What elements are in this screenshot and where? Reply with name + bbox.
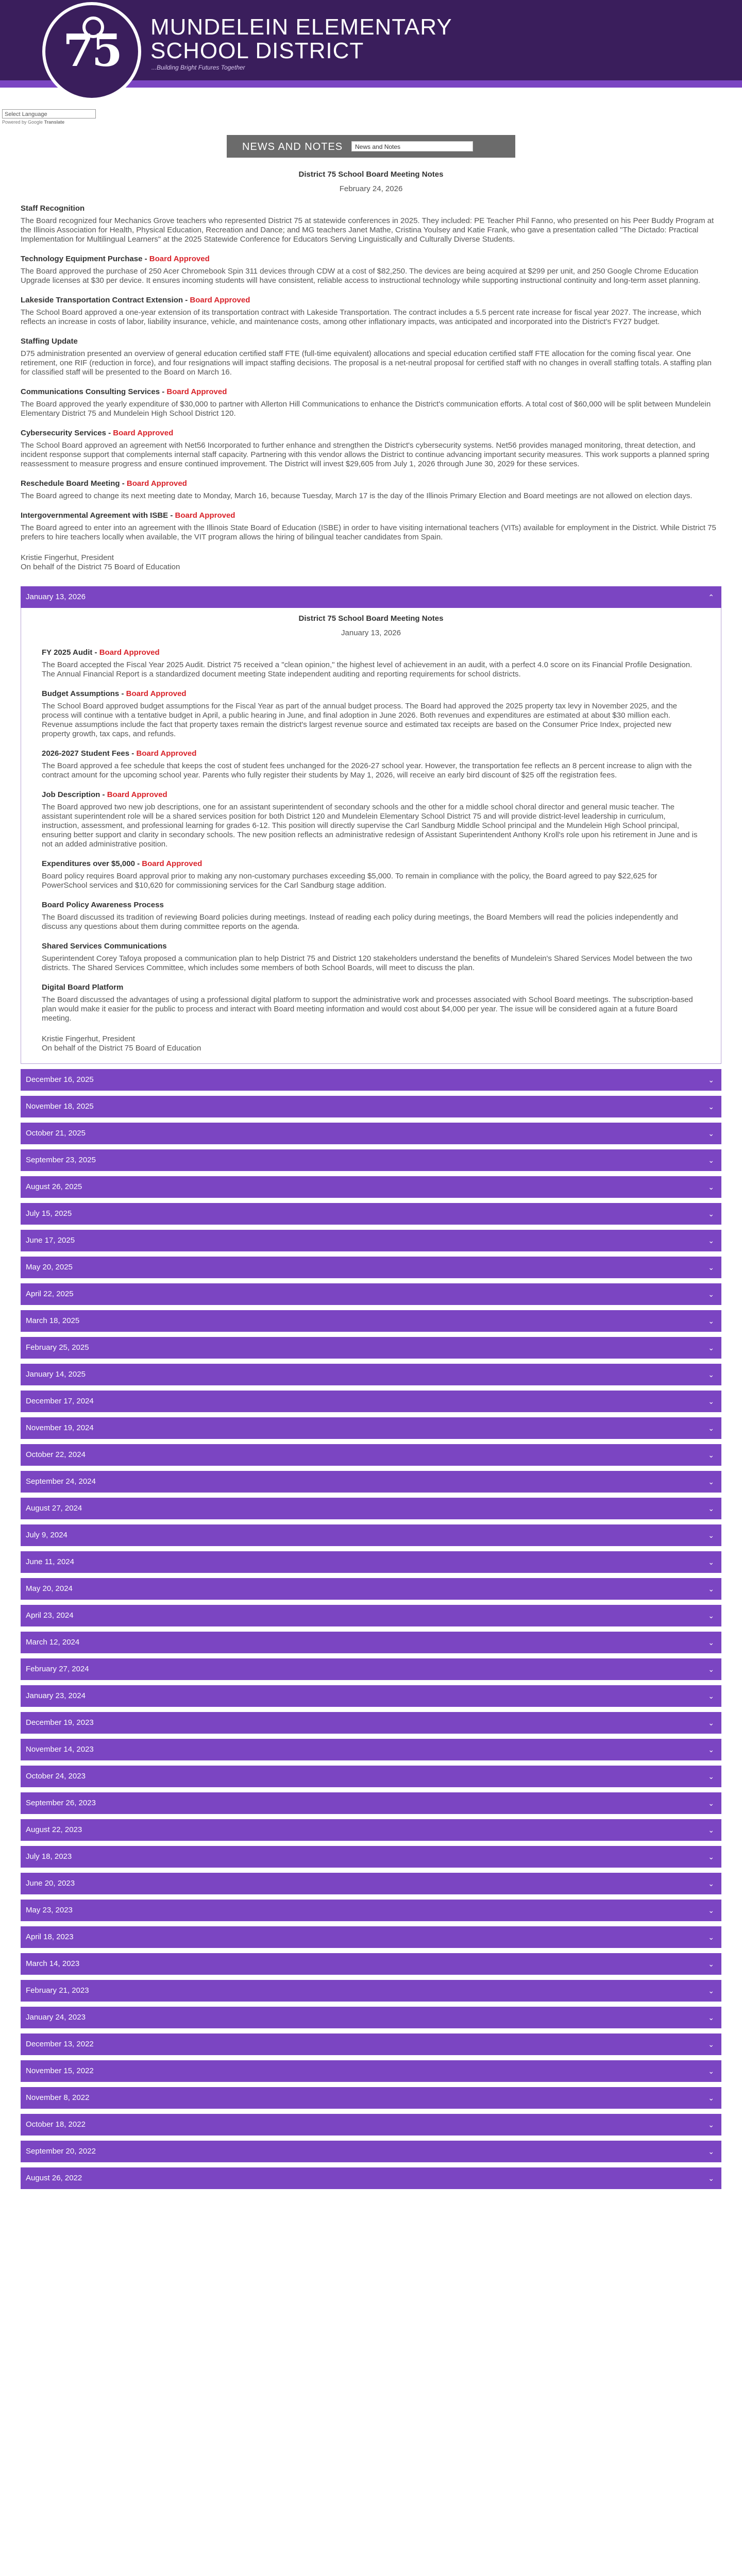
- chevron-down-icon: ⌄: [708, 1451, 714, 1459]
- accordion-open[interactable]: [21, 586, 721, 608]
- board-approved-label: Board Approved: [190, 296, 250, 304]
- chevron-down-icon: ⌄: [708, 2174, 714, 2182]
- accordion-label: August 22, 2023: [26, 1825, 82, 1834]
- accordion-label: September 20, 2022: [26, 2147, 96, 2156]
- accordion-label: November 15, 2022: [26, 2066, 94, 2075]
- accordion-label: June 11, 2024: [26, 1557, 74, 1566]
- accordion-item[interactable]: [21, 1685, 721, 1707]
- accordion-label: July 15, 2025: [26, 1209, 72, 1218]
- section-body: Board policy requires Board approval prior to making any non-customary purchases exceeding $5,000. To remain in compliance with the policy, the Board agreed to pay $22,625 for PowerSchool services and $10,620 for commissioning services for the Carl Sandburg stage addition.: [42, 872, 657, 890]
- accordion-label: August 27, 2024: [26, 1504, 82, 1513]
- chevron-down-icon: ⌄: [708, 1612, 714, 1620]
- section-heading: Expenditures over $5,000 - Board Approved: [42, 859, 203, 868]
- chevron-down-icon: ⌄: [708, 1665, 714, 1673]
- accordion-item[interactable]: [21, 1364, 721, 1385]
- chevron-down-icon: ⌄: [708, 1290, 714, 1298]
- board-approved-label: Board Approved: [149, 255, 210, 263]
- chevron-down-icon: ⌄: [708, 1879, 714, 1888]
- accordion-item[interactable]: [21, 2007, 721, 2028]
- chevron-down-icon: ⌄: [708, 1236, 714, 1245]
- main-content: [21, 170, 721, 2189]
- accordion-item[interactable]: [21, 1203, 721, 1225]
- news-and-notes-bar: [227, 135, 515, 158]
- panel-signature: [42, 1035, 700, 1053]
- accordion-item[interactable]: [21, 2114, 721, 2136]
- accordion-label: December 19, 2023: [26, 1718, 94, 1727]
- chevron-down-icon: ⌄: [708, 1745, 714, 1754]
- news-bar-title: NEWS AND NOTES: [242, 141, 343, 152]
- accordion-item[interactable]: [21, 1096, 721, 1117]
- board-approved-label: Board Approved: [107, 790, 167, 799]
- accordion-item[interactable]: [21, 1149, 721, 1171]
- section-heading: Shared Services Communications: [42, 942, 167, 951]
- accordion-label: June 17, 2025: [26, 1236, 75, 1245]
- post-signature: [21, 553, 721, 572]
- section-body: The Board agreed to change its next meeting date to Monday, March 16, because Tuesday, March 17 is the day of the Illinois Primary Election and Board meetings are not allowed on election days.: [21, 492, 693, 500]
- accordion-item[interactable]: [21, 1926, 721, 1948]
- accordion-label: November 18, 2025: [26, 1102, 94, 1111]
- accordion-label: May 20, 2025: [26, 1263, 73, 1272]
- accordion-item[interactable]: [21, 1632, 721, 1653]
- board-approved-label: Board Approved: [166, 387, 227, 396]
- accordion-item[interactable]: [21, 1337, 721, 1359]
- chevron-down-icon: ⌄: [708, 1933, 714, 1941]
- panel-date: January 13, 2026: [341, 629, 401, 637]
- section-body: D75 administration presented an overview of general education certified staff FTE (full-time equivalent) allocations and special education certified staff FTE allocation for the coming fiscal year. One retirement, one RIF (reduction in force), and four resignations will impact staffing decisions. The proposal is a net-neutral proposal for certified staff with no changes in overall staffing totals. A staffing plan for classified staff will be presented to the Board on March 16.: [21, 349, 712, 377]
- chevron-down-icon: ⌄: [708, 1692, 714, 1700]
- accordion-item[interactable]: [21, 1605, 721, 1626]
- accordion-label: March 12, 2024: [26, 1638, 80, 1647]
- accordion-item[interactable]: [21, 1444, 721, 1466]
- accordion-label: November 14, 2023: [26, 1745, 94, 1754]
- accordion-item[interactable]: [21, 1176, 721, 1198]
- chevron-down-icon: ⌄: [708, 1478, 714, 1486]
- chevron-down-icon: ⌄: [708, 1183, 714, 1191]
- accordion-label: October 21, 2025: [26, 1129, 86, 1138]
- chevron-up-icon: ⌃: [708, 593, 714, 601]
- accordion-item[interactable]: [21, 1578, 721, 1600]
- section-body: The School Board approved an agreement with Net56 Incorporated to further enhance and strengthen the District's cybersecurity systems. Net56 provides managed monitoring, threat detection, and incident response support that complements internal staff capacity. Partnering with this vendor allows the District to continue advancing important security measures. This work supports a planned spring reassessment to measure progress and ensure continued improvement. The District will invest $29,605 from July 1, 2026 through June 30, 2029 for these services.: [21, 441, 710, 468]
- accordion-item[interactable]: [21, 1766, 721, 1787]
- accordion-item[interactable]: [21, 1658, 721, 1680]
- accordion-item[interactable]: [21, 1230, 721, 1251]
- section-heading: Staffing Update: [21, 337, 78, 346]
- chevron-down-icon: ⌄: [708, 1424, 714, 1432]
- accordion-label: April 22, 2025: [26, 1290, 74, 1298]
- accordion-label: April 23, 2024: [26, 1611, 74, 1620]
- section-body: The School Board approved budget assumptions for the Fiscal Year as part of the annual budget process. The Board had approved the 2025 property tax levy in November 2025, and the process will continue with a tentative budget in April, a public hearing in June, and final adoption in June 2026. Both revenues and expenditures are estimated at about $30 million each. Revenue assumptions include the fact that property taxes remain the district's largest revenue source and estimated tax receipts are based on the Consumer Price Index, projected new property growth, tax caps, and refunds.: [42, 702, 678, 738]
- post-title: District 75 School Board Meeting Notes: [298, 170, 444, 179]
- accordion-panel: [21, 608, 721, 1064]
- section-body: The Board accepted the Fiscal Year 2025 Audit. District 75 received a "clean opinion," the highest level of achievement in an audit, with a perfect 4.0 score on its Financial Profile Designation. The Annual Financial Report is a standardized document meeting State independent auditing and reporting requirements for school districts.: [42, 660, 693, 679]
- accordion-label: January 13, 2026: [26, 592, 86, 601]
- accordion-label: January 14, 2025: [26, 1370, 86, 1379]
- chevron-down-icon: ⌄: [708, 1826, 714, 1834]
- district-name-line2: SCHOOL DISTRICT: [150, 38, 364, 63]
- section-heading: Reschedule Board Meeting - Board Approved: [21, 479, 187, 488]
- accordion-item[interactable]: [21, 2167, 721, 2189]
- accordion-label: April 18, 2023: [26, 1933, 74, 1941]
- accordion-item[interactable]: [21, 1417, 721, 1439]
- accordion-item[interactable]: [21, 2141, 721, 2162]
- district-name-line1: MUNDELEIN ELEMENTARY: [150, 14, 452, 40]
- accordion-label: January 24, 2023: [26, 2013, 86, 2022]
- accordion-list: [21, 1069, 721, 2189]
- section-heading: Job Description - Board Approved: [42, 790, 167, 799]
- accordion-label: June 20, 2023: [26, 1879, 75, 1888]
- post-sections: [21, 204, 721, 542]
- chevron-down-icon: ⌄: [708, 1397, 714, 1405]
- section-body: The Board agreed to enter into an agreement with the Illinois State Board of Education (ISBE) in order to have visiting international teachers (VITs) available for employment in the District. While District 75 prefers to hire teachers locally when available, the VIT program allows the hiring of bilingual teacher candidates from Spain.: [21, 523, 716, 541]
- chevron-down-icon: ⌄: [708, 2040, 714, 2048]
- section-heading: Board Policy Awareness Process: [42, 901, 164, 909]
- board-approved-label: Board Approved: [136, 749, 197, 758]
- chevron-down-icon: ⌄: [708, 1156, 714, 1164]
- signature-org: On behalf of the District 75 Board of Education: [42, 1044, 201, 1053]
- accordion-item[interactable]: [21, 1310, 721, 1332]
- board-approved-label: Board Approved: [126, 689, 187, 698]
- accordion-label: September 24, 2024: [26, 1477, 96, 1486]
- chevron-down-icon: ⌄: [708, 2013, 714, 2022]
- chevron-down-icon: ⌄: [708, 1960, 714, 1968]
- panel-title: District 75 School Board Meeting Notes: [298, 614, 444, 623]
- section-body: The School Board approved a one-year extension of its transportation contract with Lakeside Transportation. The contract includes a 5.5 percent rate increase for fiscal year 2027. The increase, which reflects an increase in costs of labor, liability insurance, vehicle, and maintenance costs, among other inflationary impacts, was anticipated and incorporated into the District's FY27 budget.: [21, 308, 702, 326]
- accordion-item[interactable]: [21, 1257, 721, 1278]
- section-heading: Digital Board Platform: [42, 983, 124, 992]
- accordion-item[interactable]: [21, 1391, 721, 1412]
- district-logo[interactable]: [42, 2, 141, 101]
- accordion-item[interactable]: [21, 2087, 721, 2109]
- chevron-down-icon: ⌄: [708, 1210, 714, 1218]
- news-category-dropdown[interactable]: News and Notes: [351, 141, 473, 151]
- accordion-item[interactable]: [21, 2060, 721, 2082]
- section-body: Superintendent Corey Tafoya proposed a communication plan to help District 75 and District 120 stakeholders understand the benefits of Mundelein's Shared Services Model between the two districts. The Shared Services Committee, which includes some members of both School Boards, will meet to discuss the plan.: [42, 954, 693, 972]
- chevron-down-icon: ⌄: [708, 1370, 714, 1379]
- accordion-item[interactable]: [21, 1524, 721, 1546]
- chevron-down-icon: ⌄: [708, 1585, 714, 1593]
- accordion-item[interactable]: [21, 1283, 721, 1305]
- chevron-down-icon: ⌄: [708, 2094, 714, 2102]
- accordion-label: February 27, 2024: [26, 1665, 89, 1673]
- signature-name: Kristie Fingerhut, President: [21, 553, 114, 562]
- section-body: The Board approved the purchase of 250 Acer Chromebook Spin 311 devices through CDW at a cost of $82,250. The devices are being acquired at $299 per unit, and 250 Google Chrome Education Upgrade licenses at $30 per device. It ensures incoming students will have consistent, reliable access to instructional technology while supporting instructional continuity and long-term asset planning.: [21, 267, 701, 285]
- chevron-down-icon: ⌄: [708, 1638, 714, 1647]
- chevron-down-icon: ⌄: [708, 1531, 714, 1539]
- chevron-down-icon: ⌄: [708, 1344, 714, 1352]
- accordion-item[interactable]: [21, 1739, 721, 1760]
- chevron-down-icon: ⌄: [708, 1076, 714, 1084]
- accordion-label: December 17, 2024: [26, 1397, 94, 1405]
- accordion-label: August 26, 2022: [26, 2174, 82, 2182]
- accordion-label: December 13, 2022: [26, 2040, 94, 2048]
- district-name[interactable]: [150, 15, 452, 63]
- board-approved-label: Board Approved: [113, 429, 174, 437]
- board-approved-label: Board Approved: [126, 479, 187, 488]
- accordion-label: November 19, 2024: [26, 1423, 94, 1432]
- accordion-item[interactable]: [21, 2033, 721, 2055]
- chevron-down-icon: ⌄: [708, 1263, 714, 1272]
- accordion-item[interactable]: [21, 1792, 721, 1814]
- accordion-item[interactable]: [21, 1123, 721, 1144]
- google-translate: [2, 109, 96, 125]
- accordion-label: February 25, 2025: [26, 1343, 89, 1352]
- chevron-down-icon: ⌄: [708, 1853, 714, 1861]
- chevron-down-icon: ⌄: [708, 2147, 714, 2156]
- accordion-label: December 16, 2025: [26, 1075, 94, 1084]
- accordion-label: October 18, 2022: [26, 2120, 86, 2129]
- section-heading: Intergovernmental Agreement with ISBE - Board Approved: [21, 511, 235, 520]
- board-approved-label: Board Approved: [99, 648, 160, 657]
- panel-sections: [42, 648, 700, 1023]
- accordion-label: May 23, 2023: [26, 1906, 73, 1914]
- accordion-label: September 26, 2023: [26, 1799, 96, 1807]
- accordion-item[interactable]: [21, 1846, 721, 1868]
- accordion-item[interactable]: [21, 1900, 721, 1921]
- section-body: The Board recognized four Mechanics Grove teachers who represented District 75 at statewide conferences in 2025. They included: PE Teacher Phil Fanno, who presented on his Peer Buddy Program at the Illinois Association for Health, Physical Education, Recreation and Dance; and MG teachers Janet Mathe, Cristina Youlsey and Katie Frank, who gave a presentation called "The Dictado: Practical Implementation for Multilingual Learners" at the 2025 Statewide Conference for Educators Serving Linguistically and Culturally Diverse Students.: [21, 216, 714, 244]
- chevron-down-icon: ⌄: [708, 2121, 714, 2129]
- chevron-down-icon: ⌄: [708, 1103, 714, 1111]
- chevron-down-icon: ⌄: [708, 1317, 714, 1325]
- accordion-item[interactable]: [21, 1471, 721, 1493]
- chevron-down-icon: ⌄: [708, 1719, 714, 1727]
- section-body: The Board approved two new job descriptions, one for an assistant superintendent of secondary schools and the other for a middle school choral director and general music teacher. The assistant superintendent role will be a shared services position for both District 120 and Mundelein Elementary School District 75 and will provide district-level leadership in curriculum, instruction, assessment, and professional learning for grades 6-12. This position will directly supervise the Carl Sandburg Middle School principal and the Mundelein High School principal, ensuring better support and clarity in secondary schools. The new position reflects an administrative redesign of Assistant Superintendent Anthony Kroll's role upon his retirement in June and is not an added administrative position.: [42, 803, 698, 849]
- section-heading: FY 2025 Audit - Board Approved: [42, 648, 160, 657]
- accordion-label: March 18, 2025: [26, 1316, 80, 1325]
- chevron-down-icon: ⌄: [708, 1772, 714, 1781]
- section-body: The Board discussed its tradition of reviewing Board policies during meetings. Instead of reading each policy during meetings, the Board Members will read the policies independently and discuss any questions about them during committee reports on the agenda.: [42, 913, 678, 931]
- accordion-label: August 26, 2025: [26, 1182, 82, 1191]
- accordion-item[interactable]: [21, 1980, 721, 2002]
- accordion-label: July 9, 2024: [26, 1531, 68, 1539]
- accordion-label: January 23, 2024: [26, 1691, 86, 1700]
- section-heading: Budget Assumptions - Board Approved: [42, 689, 187, 698]
- powered-by-google: Powered by Google Translate: [2, 120, 65, 125]
- accordion-item[interactable]: [21, 1498, 721, 1519]
- tagline: ...Building Bright Futures Together: [151, 64, 245, 71]
- chevron-down-icon: ⌄: [708, 1558, 714, 1566]
- section-heading: Staff Recognition: [21, 204, 85, 213]
- logo-number: 75: [63, 25, 121, 77]
- board-approved-label: Board Approved: [142, 859, 203, 868]
- chevron-down-icon: ⌄: [708, 1987, 714, 1995]
- section-body: The Board approved a fee schedule that keeps the cost of student fees unchanged for the 2026-27 school year. However, the transportation fee reflects an 8 percent increase to align with the contract amount for the upcoming school year. Parents who fully register their students by May 1, 2026, will receive an early bird discount of $25 off the registration fees.: [42, 761, 692, 779]
- chevron-down-icon: ⌄: [708, 1504, 714, 1513]
- chevron-down-icon: ⌄: [708, 1799, 714, 1807]
- accordion-item[interactable]: [21, 1873, 721, 1894]
- signature-name: Kristie Fingerhut, President: [42, 1035, 135, 1043]
- chevron-down-icon: ⌄: [708, 2067, 714, 2075]
- section-heading: Communications Consulting Services - Board Approved: [21, 387, 227, 396]
- post-date: February 24, 2026: [339, 184, 403, 193]
- section-heading: Lakeside Transportation Contract Extension - Board Approved: [21, 296, 250, 304]
- section-body: The Board discussed the advantages of using a professional digital platform to support the administrative work and processes associated with School Board meetings. The subscription-based plan would make it easier for the public to process and interact with Board meeting information and would cost about $4,000 per year. The issue will be considered again at a future Board meeting.: [42, 995, 693, 1023]
- section-heading: 2026-2027 Student Fees - Board Approved: [42, 749, 197, 758]
- section-heading: Cybersecurity Services - Board Approved: [21, 429, 174, 437]
- accordion-label: May 20, 2024: [26, 1584, 73, 1593]
- accordion-label: July 18, 2023: [26, 1852, 72, 1861]
- accordion-item[interactable]: [21, 1819, 721, 1841]
- language-select[interactable]: Select Language: [2, 109, 96, 118]
- accordion-label: October 22, 2024: [26, 1450, 86, 1459]
- accordion-label: February 21, 2023: [26, 1986, 89, 1995]
- board-approved-label: Board Approved: [175, 511, 235, 520]
- accordion-label: March 14, 2023: [26, 1959, 80, 1968]
- accordion-item[interactable]: [21, 1069, 721, 1091]
- accordion-item[interactable]: [21, 1712, 721, 1734]
- accordion-item[interactable]: [21, 1551, 721, 1573]
- accordion-label: September 23, 2025: [26, 1156, 96, 1164]
- section-heading: Technology Equipment Purchase - Board Approved: [21, 255, 210, 263]
- signature-org: On behalf of the District 75 Board of Education: [21, 563, 180, 571]
- accordion-label: October 24, 2023: [26, 1772, 86, 1781]
- section-body: The Board approved the yearly expenditure of $30,000 to partner with Allerton Hill Communications to enhance the District's communication efforts. A total cost of $60,000 will be split between Mundelein Elementary District 75 and Mundelein High School District 120.: [21, 400, 711, 418]
- chevron-down-icon: ⌄: [708, 1906, 714, 1914]
- accordion-label: November 8, 2022: [26, 2093, 90, 2102]
- accordion-item[interactable]: [21, 1953, 721, 1975]
- meeting-notes-post: [21, 170, 721, 572]
- chevron-down-icon: ⌄: [708, 1129, 714, 1138]
